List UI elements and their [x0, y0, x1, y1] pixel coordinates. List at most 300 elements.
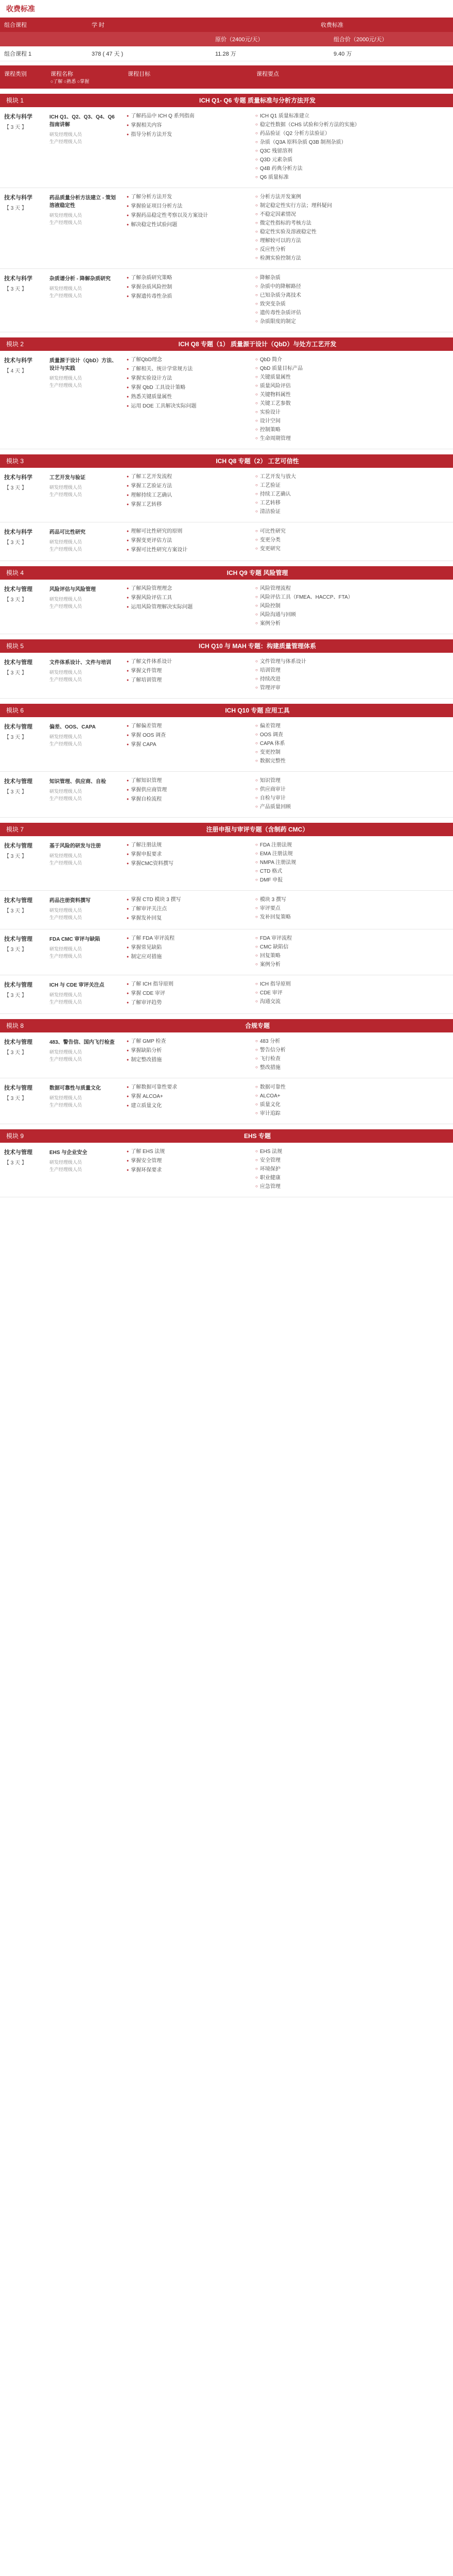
audience-line: 生产经理级人员	[49, 293, 82, 298]
topic-points	[252, 836, 453, 890]
summary-hours: 378 ( 47 天 )	[92, 51, 124, 57]
point-list	[255, 528, 450, 553]
goal-item: ● 掌握供应商管理	[127, 786, 249, 794]
audience-line: 研发经理级人员	[49, 670, 82, 675]
point-item: ○ 质量风险评估	[255, 382, 450, 390]
topic-points	[252, 107, 453, 188]
module-header	[0, 704, 453, 717]
goal-list	[127, 1038, 249, 1064]
topic-points	[252, 188, 453, 268]
point-item: ○ 稳定性数据（CHS 试验和分析方法的实施）	[255, 121, 450, 129]
topic-name: 质量源于设计（QbD）方法、设计与实践	[49, 358, 117, 371]
topic-row	[0, 1143, 453, 1197]
topic-category	[0, 1078, 46, 1124]
goal-item: ● 制定整改措施	[127, 1056, 249, 1064]
summary-header-fee: 收费标准	[321, 22, 343, 28]
topic-points	[252, 1078, 453, 1124]
topic-name-cell	[46, 107, 124, 188]
point-item: ○ 理解较可以的方法	[255, 237, 450, 245]
topic-name: ICH 与 CDE 审评关注点	[49, 982, 104, 988]
goal-list	[127, 473, 249, 509]
point-item: ○ 警告信分析	[255, 1046, 450, 1054]
goal-list	[127, 935, 249, 961]
header-legend: ○了解 ○熟悉 ○掌握	[50, 79, 90, 84]
topic-name-cell	[46, 975, 124, 1013]
goal-list	[127, 658, 249, 685]
point-item: ○ 职业健康	[255, 1174, 450, 1182]
topic-name: 文件体系设计、文件与培训	[49, 660, 111, 666]
topic-points	[252, 269, 453, 332]
audience-line: 生产经理级人员	[49, 547, 82, 552]
summary-header-hours: 学 时	[92, 22, 105, 28]
audience-line: 生产经理级人员	[49, 1057, 82, 1062]
goal-item: ● 了解分析方法开发	[127, 193, 249, 201]
header-name: 课程名称 ○了解 ○熟悉 ○掌握	[50, 71, 90, 84]
point-item: ○ Q6 质量标准	[255, 174, 450, 181]
topic-category	[0, 351, 46, 449]
topic-name: EHS 与企业安全	[49, 1150, 88, 1156]
point-item: ○ 审计追踪	[255, 1110, 450, 1117]
point-item: ○ 杂质限度的制定	[255, 318, 450, 326]
goal-item: ● 掌握 CAPA	[127, 741, 249, 749]
point-item: ○ 数据完整性	[255, 757, 450, 765]
topic-points	[252, 653, 453, 698]
topic-days: 【 3 天 】	[4, 1096, 27, 1101]
point-item: ○ 风险管理流程	[255, 585, 450, 592]
page-title: 收费标准	[6, 5, 35, 13]
topic-name: 483、警告信、国内飞行检查	[49, 1040, 115, 1045]
goal-item: ● 了解培训管理	[127, 676, 249, 685]
module-label: 模块 2	[6, 341, 24, 348]
topic-category-label: 技术与管理	[4, 724, 32, 730]
module-label: 模块 6	[6, 707, 24, 714]
point-item: ○ 分析方法开发案例	[255, 193, 450, 201]
topic-days: 【 3 天 】	[4, 908, 27, 914]
module-title: ICH Q9 专题 风险管理	[226, 569, 288, 577]
module-header	[0, 1019, 453, 1032]
point-list	[255, 896, 450, 921]
goal-list	[127, 777, 249, 804]
goal-item: ● 掌握风险评估工具	[127, 594, 249, 602]
point-item: ○ 风险控制	[255, 602, 450, 610]
audience-line: 生产经理级人员	[49, 604, 82, 609]
topic-name-cell	[46, 269, 124, 332]
point-item: ○ 案例分析	[255, 620, 450, 628]
module-label: 模块 7	[6, 826, 24, 833]
topic-name: FDA CMC 审评与缺陷	[49, 937, 100, 942]
goal-item: ● 掌握安全管理	[127, 1157, 249, 1165]
point-item: ○ 药品验证（Q2 分析方法验证）	[255, 130, 450, 138]
topic-row	[0, 468, 453, 522]
topic-category-label: 技术与管理	[4, 1039, 32, 1045]
topic-name-cell	[46, 1032, 124, 1078]
point-list	[255, 112, 450, 181]
topic-name-cell	[46, 717, 124, 771]
module-list	[0, 94, 453, 1197]
audience-line: 生产经理级人员	[49, 915, 82, 920]
module-label: 模块 1	[6, 97, 24, 104]
goal-item: ● 掌握申报要求	[127, 851, 249, 859]
module-header	[0, 337, 453, 351]
topic-name-cell	[46, 468, 124, 522]
topic-category	[0, 468, 46, 522]
summary-subheader-combo: 组合价（2000元/天）	[334, 37, 388, 43]
module-title: ICH Q10 专题 应用工具	[225, 707, 290, 714]
point-item: ○ 模块 3 撰写	[255, 896, 450, 904]
point-item: ○ 管理评审	[255, 684, 450, 692]
topic-category-label: 技术与科学	[4, 529, 32, 535]
topic-category-label: 技术与科学	[4, 195, 32, 201]
point-item: ○ Q3C 残留溶剂	[255, 147, 450, 155]
goal-item: ● 了解偏差管理	[127, 722, 249, 731]
goal-item: ● 掌握遗传毒性杂质	[127, 293, 249, 301]
topic-goals	[124, 772, 252, 817]
point-item: ○ 检测实验控制方法	[255, 255, 450, 262]
topic-name-cell	[46, 836, 124, 890]
topic-category	[0, 975, 46, 1013]
summary-subheader-original: 原价（2400元/天）	[215, 37, 264, 43]
point-item: ○ OOS 调查	[255, 731, 450, 739]
topic-category-label: 技术与管理	[4, 897, 32, 904]
module-label: 模块 3	[6, 457, 24, 465]
summary-combo: 9.40 万	[334, 51, 352, 57]
topic-category	[0, 188, 46, 268]
topic-name-cell	[46, 188, 124, 268]
point-item: ○ 风险评估工具（FMEA、HACCP、FTA）	[255, 594, 450, 601]
topic-name: 基于风险的研发与注册	[49, 843, 101, 849]
summary-course: 组合课程 1	[4, 51, 32, 57]
point-list	[255, 193, 450, 262]
topic-category	[0, 929, 46, 975]
topic-goals	[124, 1078, 252, 1124]
topic-category-label: 技术与管理	[4, 843, 32, 849]
audience-line: 生产经理级人员	[49, 139, 82, 144]
topic-category	[0, 522, 46, 561]
topic-category	[0, 653, 46, 698]
point-item: ○ 持续改进	[255, 675, 450, 683]
point-item: ○ 生命周期管理	[255, 435, 450, 443]
module-header	[0, 94, 453, 107]
audience-line: 研发经理级人员	[49, 539, 82, 545]
module-header	[0, 566, 453, 580]
point-item: ○ 文件管理与体系设计	[255, 658, 450, 666]
goal-item: ● 了解审评关注点	[127, 905, 249, 913]
topic-name: 工艺开发与验证	[49, 475, 85, 481]
point-list	[255, 1038, 450, 1072]
topic-points	[252, 1032, 453, 1078]
goal-item: ● 掌握相关内容	[127, 122, 249, 130]
topic-name: ICH Q1、Q2、Q3、Q4、Q6 指南讲解	[49, 114, 115, 128]
point-item: ○ 关键质量属性	[255, 374, 450, 381]
goal-item: ● 掌握 CDE 审评	[127, 990, 249, 998]
point-item: ○ 制定稳定性实行方法；理科疑问	[255, 202, 450, 210]
topic-days: 【 3 天 】	[4, 670, 27, 676]
point-list	[255, 722, 450, 765]
goal-list	[127, 980, 249, 1007]
point-item: ○ DMF 申报	[255, 876, 450, 884]
topic-category	[0, 772, 46, 817]
topic-category-label: 技术与管理	[4, 1149, 32, 1156]
point-list	[255, 585, 450, 628]
goal-item: ● 掌握 OOS 调查	[127, 732, 249, 740]
point-item: ○ 变更研究	[255, 545, 450, 553]
goal-list	[127, 356, 249, 411]
goal-item: ● 了解 ICH 指导原则	[127, 980, 249, 989]
topic-goals	[124, 351, 252, 449]
module-title: EHS 专题	[243, 1132, 271, 1140]
goal-item: ● 了解审评趋势	[127, 999, 249, 1007]
point-item: ○ 知识管理	[255, 777, 450, 785]
point-item: ○ 安全管理	[255, 1157, 450, 1164]
goal-item: ● 掌握 QbD 工具设计策略	[127, 384, 249, 392]
point-list	[255, 777, 450, 811]
topic-days: 【 3 天 】	[4, 947, 27, 953]
module-title: ICH Q1- Q6 专题 质量标准与分析方法开发	[199, 97, 316, 104]
point-item: ○ FDA 审评流程	[255, 935, 450, 942]
point-item: ○ 工艺验证	[255, 482, 450, 489]
topic-row	[0, 269, 453, 332]
point-item: ○ 数据可靠性	[255, 1083, 450, 1091]
topic-points	[252, 351, 453, 449]
point-item: ○ 清洁验证	[255, 508, 450, 516]
topic-row	[0, 717, 453, 772]
topic-goals	[124, 653, 252, 698]
point-item: ○ 回复策略	[255, 952, 450, 960]
summary-header-course: 组合课程	[4, 22, 27, 28]
point-item: ○ 实验设计	[255, 409, 450, 416]
topic-name: 偏差、OOS、CAPA	[49, 724, 96, 730]
module-title: 合规专题	[245, 1022, 270, 1029]
point-list	[255, 935, 450, 969]
topic-name-cell	[46, 891, 124, 929]
point-item: ○ 反应性分析	[255, 246, 450, 253]
point-item: ○ 环境保护	[255, 1165, 450, 1173]
point-item: ○ ICH Q1 质量标准建立	[255, 112, 450, 120]
topic-points	[252, 929, 453, 975]
topic-name-cell	[46, 1143, 124, 1197]
audience-line: 生产经理级人员	[49, 220, 82, 225]
point-item: ○ 已知杂质分离技术	[255, 292, 450, 299]
point-item: ○ 偏差管理	[255, 722, 450, 730]
summary-header	[0, 18, 453, 32]
point-list	[255, 658, 450, 692]
module-label: 模块 8	[6, 1022, 24, 1029]
topic-days: 【 3 天 】	[4, 735, 27, 740]
goal-item: ● 制定应对措施	[127, 953, 249, 961]
point-item: ○ 发补回复策略	[255, 913, 450, 921]
point-item: ○ 杂质中的降解路径	[255, 283, 450, 291]
point-list	[255, 274, 450, 326]
topic-row	[0, 891, 453, 929]
topic-goals	[124, 468, 252, 522]
topic-days: 【 3 天 】	[4, 789, 27, 795]
point-list	[255, 841, 450, 884]
goal-item: ● 掌握环保要求	[127, 1166, 249, 1175]
topic-points	[252, 1143, 453, 1197]
topic-points	[252, 975, 453, 1013]
goal-item: ● 了解知识管理	[127, 777, 249, 785]
header-points: 课程要点	[256, 71, 279, 77]
audience-line: 研发经理级人员	[49, 946, 82, 952]
audience-line: 研发经理级人员	[49, 132, 82, 137]
topic-days: 【 3 天 】	[4, 485, 27, 491]
goal-list	[127, 1083, 249, 1110]
audience-line: 生产经理级人员	[49, 999, 82, 1005]
module-title: ICH Q10 与 MAH 专题：构建质量管理体系	[198, 642, 316, 650]
topic-goals	[124, 107, 252, 188]
point-item: ○ ALCOA+	[255, 1092, 450, 1100]
point-item: ○ FDA 注册法规	[255, 841, 450, 849]
goal-item: ● 了解 GMP 检查	[127, 1038, 249, 1046]
topic-row	[0, 772, 453, 818]
goal-item: ● 解决稳定性试验问题	[127, 221, 249, 229]
point-item: ○ 案例分析	[255, 961, 450, 969]
point-list	[255, 473, 450, 516]
topic-category-label: 技术与管理	[4, 659, 32, 666]
audience-line: 生产经理级人员	[49, 860, 82, 866]
topic-points	[252, 580, 453, 634]
goal-list	[127, 1148, 249, 1175]
point-item: ○ Q3D 元素杂质	[255, 156, 450, 164]
goal-item: ● 了解数据可靠性要求	[127, 1083, 249, 1092]
point-item: ○ Q4B 药典分析方法	[255, 165, 450, 173]
audience-line: 研发经理级人员	[49, 1160, 82, 1165]
topic-category	[0, 580, 46, 634]
header-category: 课程类别	[4, 71, 27, 77]
point-item: ○ 质量文化	[255, 1101, 450, 1109]
goal-item: ● 了解工艺开发流程	[127, 473, 249, 481]
point-item: ○ 关键物料属性	[255, 391, 450, 399]
topic-goals	[124, 188, 252, 268]
point-item: ○ EMA 注册法规	[255, 850, 450, 858]
module-header	[0, 1129, 453, 1143]
audience-line: 生产经理级人员	[49, 677, 82, 682]
audience-line: 生产经理级人员	[49, 796, 82, 801]
audience-line: 生产经理级人员	[49, 1167, 82, 1172]
topic-name: 杂质谱分析 - 降解杂质研究	[49, 276, 111, 282]
topic-days: 【 3 天 】	[4, 286, 27, 292]
audience-line: 生产经理级人员	[49, 383, 82, 388]
point-item: ○ CDE 审评	[255, 989, 450, 997]
topic-goals	[124, 580, 252, 634]
audience-line: 研发经理级人员	[49, 789, 82, 794]
topic-goals	[124, 1143, 252, 1197]
topic-category-label: 技术与科学	[4, 114, 32, 120]
topic-category-label: 技术与管理	[4, 1085, 32, 1091]
topic-row	[0, 107, 453, 188]
goal-item: ● 掌握工艺验证方法	[127, 482, 249, 490]
topic-name: 药品可比性研究	[49, 530, 85, 535]
module-header	[0, 823, 453, 836]
goal-item: ● 了解文件体系设计	[127, 658, 249, 666]
audience-line: 研发经理级人员	[49, 286, 82, 291]
topic-category-label: 技术与科学	[4, 474, 32, 481]
topic-row	[0, 1032, 453, 1078]
point-item: ○ 变更控制	[255, 749, 450, 756]
goal-item: ● 理解持续工艺确认	[127, 492, 249, 500]
goal-item: ● 运用 DOE 工具解决实际问题	[127, 402, 249, 411]
goal-list	[127, 841, 249, 868]
topic-days: 【 4 天 】	[4, 368, 27, 374]
audience-line: 研发经理级人员	[49, 1049, 82, 1055]
topic-points	[252, 468, 453, 522]
point-item: ○ 微定性指标的考核方法	[255, 219, 450, 227]
topic-goals	[124, 1032, 252, 1078]
header-goal: 课程目标	[128, 71, 150, 77]
goal-item: ● 掌握 ALCOA+	[127, 1093, 249, 1101]
point-item: ○ 可比性研究	[255, 528, 450, 535]
point-list	[255, 980, 450, 1006]
goal-item: ● 掌握缺陷分析	[127, 1047, 249, 1055]
module-header	[0, 454, 453, 468]
audience-line: 研发经理级人员	[49, 597, 82, 602]
topic-goals	[124, 522, 252, 561]
goal-item: ● 掌握文件管理	[127, 667, 249, 675]
topic-points	[252, 772, 453, 817]
topic-category-label: 技术与科学	[4, 358, 32, 364]
topic-category-label: 技术与管理	[4, 778, 32, 785]
goal-item: ● 掌握杂质风险控制	[127, 283, 249, 292]
goal-item: ● 了解 FDA 审评流程	[127, 935, 249, 943]
topic-points	[252, 522, 453, 561]
audience-line: 研发经理级人员	[49, 213, 82, 218]
topic-category	[0, 1143, 46, 1197]
goal-item: ● 掌握 CTD 模块 3 撰写	[127, 896, 249, 904]
audience-line: 研发经理级人员	[49, 1095, 82, 1100]
point-item: ○ EHS 法规	[255, 1148, 450, 1156]
point-item: ○ 稳定性实验及溶液稳定性	[255, 228, 450, 236]
topic-row	[0, 836, 453, 891]
topic-name: 知识管理、供应商、自检	[49, 779, 106, 785]
audience-line: 研发经理级人员	[49, 485, 82, 490]
audience-line: 生产经理级人员	[49, 954, 82, 959]
page	[0, 0, 453, 1197]
goal-item: ● 掌握实验设计方法	[127, 375, 249, 383]
module-title: 注册申报与审评专题（含制药 CMC）	[206, 826, 309, 833]
goal-item: ● 掌握工艺转移	[127, 501, 249, 509]
summary-subheader	[0, 32, 453, 46]
topic-name-cell	[46, 351, 124, 449]
topic-category-label: 技术与科学	[4, 276, 32, 282]
point-item: ○ 审评要点	[255, 905, 450, 912]
goal-list	[127, 193, 249, 229]
topic-goals	[124, 269, 252, 332]
goal-item: ● 了解注册法规	[127, 841, 249, 850]
point-item: ○ 持续工艺确认	[255, 490, 450, 498]
point-item: ○ 应急管理	[255, 1183, 450, 1191]
topic-points	[252, 891, 453, 929]
audience-line: 研发经理级人员	[49, 992, 82, 997]
goal-item: ● 掌握药品稳定性考察以及方案设计	[127, 212, 249, 220]
topic-category	[0, 717, 46, 771]
point-list	[255, 1083, 450, 1117]
topic-row	[0, 580, 453, 634]
point-item: ○ 降解杂质	[255, 274, 450, 282]
topic-row	[0, 522, 453, 561]
topic-row	[0, 188, 453, 269]
topic-name-cell	[46, 772, 124, 817]
point-item: ○ CTD 格式	[255, 868, 450, 875]
point-item: ○ 遗传毒性杂质评估	[255, 309, 450, 317]
topic-goals	[124, 975, 252, 1013]
goal-list	[127, 274, 249, 301]
topic-name: 药品质量分析方法建立 - 策划溶液稳定性	[49, 195, 116, 209]
goal-item: ● 了解药品中 ICH Q 系列指南	[127, 112, 249, 121]
point-item: ○ NMPA 注册法规	[255, 859, 450, 867]
point-item: ○ 设计空间	[255, 417, 450, 425]
topic-name: 风险评估与风险管理	[49, 587, 96, 592]
audience-line: 研发经理级人员	[49, 853, 82, 858]
